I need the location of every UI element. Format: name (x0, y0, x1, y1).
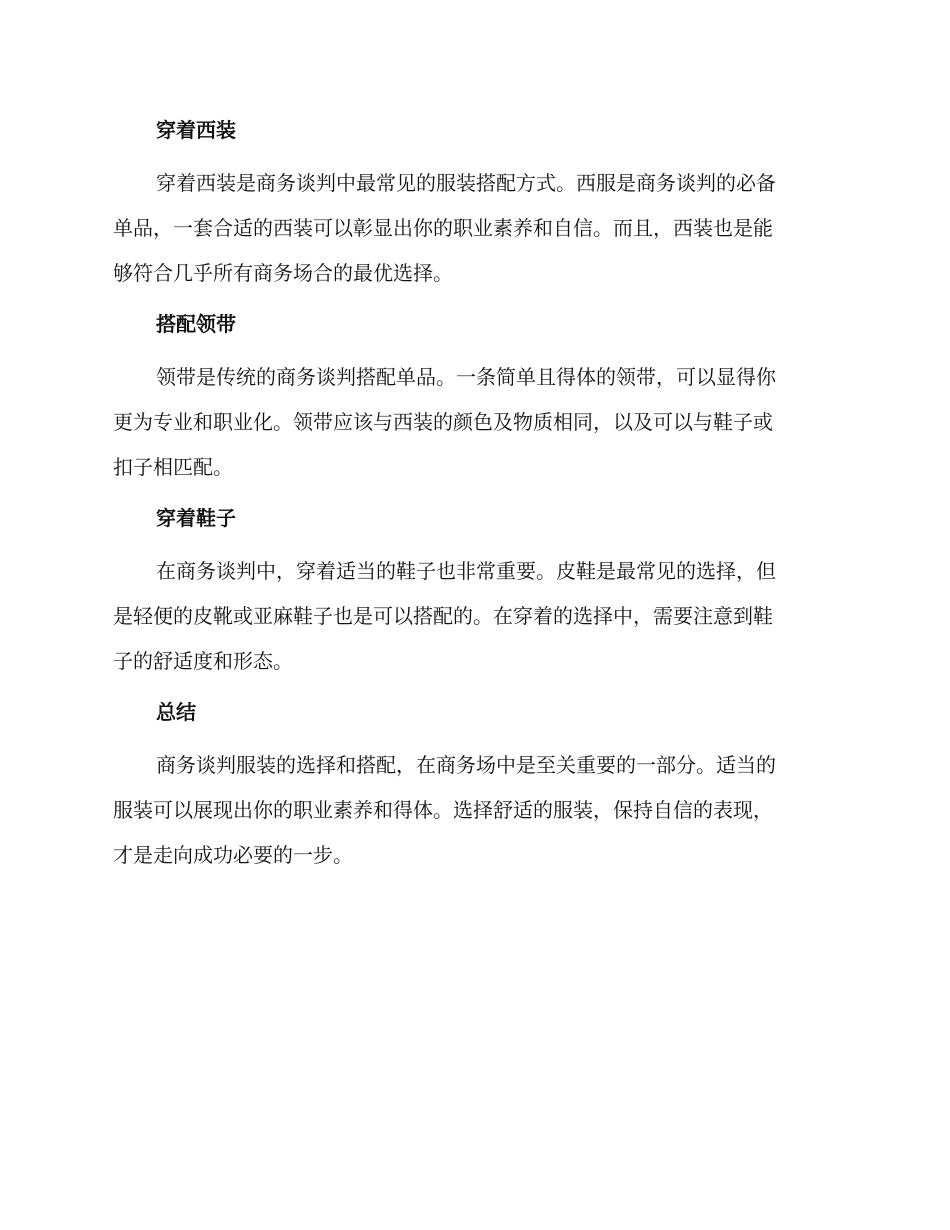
section-body-summary (113, 743, 833, 878)
section-heading-summary: 总结 (156, 700, 196, 724)
section-body-suit (113, 161, 833, 296)
section-heading-suit: 穿着西装 (156, 118, 236, 142)
document-page (113, 112, 833, 878)
section-heading-tie: 搭配领带 (156, 312, 236, 336)
paragraph-line: 在商务谈判中，穿着适当的鞋子也非常重要。皮鞋是最常见的选择，但 (156, 559, 776, 583)
paragraph-line: 领带是传统的商务谈判搭配单品。一条简单且得体的领带，可以显得你 (156, 365, 776, 389)
section-heading-shoes: 穿着鞋子 (156, 506, 236, 530)
paragraph-line: 子的舒适度和形态。 (113, 649, 293, 673)
section-body-shoes (113, 549, 833, 684)
paragraph-line: 是轻便的皮靴或亚麻鞋子也是可以搭配的。在穿着的选择中，需要注意到鞋 (113, 604, 773, 628)
paragraph-line: 单品，一套合适的西装可以彰显出你的职业素养和自信。而且，西装也是能 (113, 216, 773, 240)
paragraph-line: 扣子相匹配。 (113, 455, 233, 479)
section-body-tie (113, 355, 833, 490)
paragraph-line: 才是走向成功必要的一步。 (113, 843, 353, 867)
paragraph-line: 够符合几乎所有商务场合的最优选择。 (113, 261, 453, 285)
paragraph-line: 穿着西装是商务谈判中最常见的服装搭配方式。西服是商务谈判的必备 (156, 171, 776, 195)
paragraph-line: 更为专业和职业化。领带应该与西装的颜色及物质相同，以及可以与鞋子或 (113, 410, 773, 434)
paragraph-line: 商务谈判服装的选择和搭配，在商务场中是至关重要的一部分。适当的 (156, 753, 776, 777)
paragraph-line: 服装可以展现出你的职业素养和得体。选择舒适的服装，保持自信的表现， (113, 798, 773, 822)
